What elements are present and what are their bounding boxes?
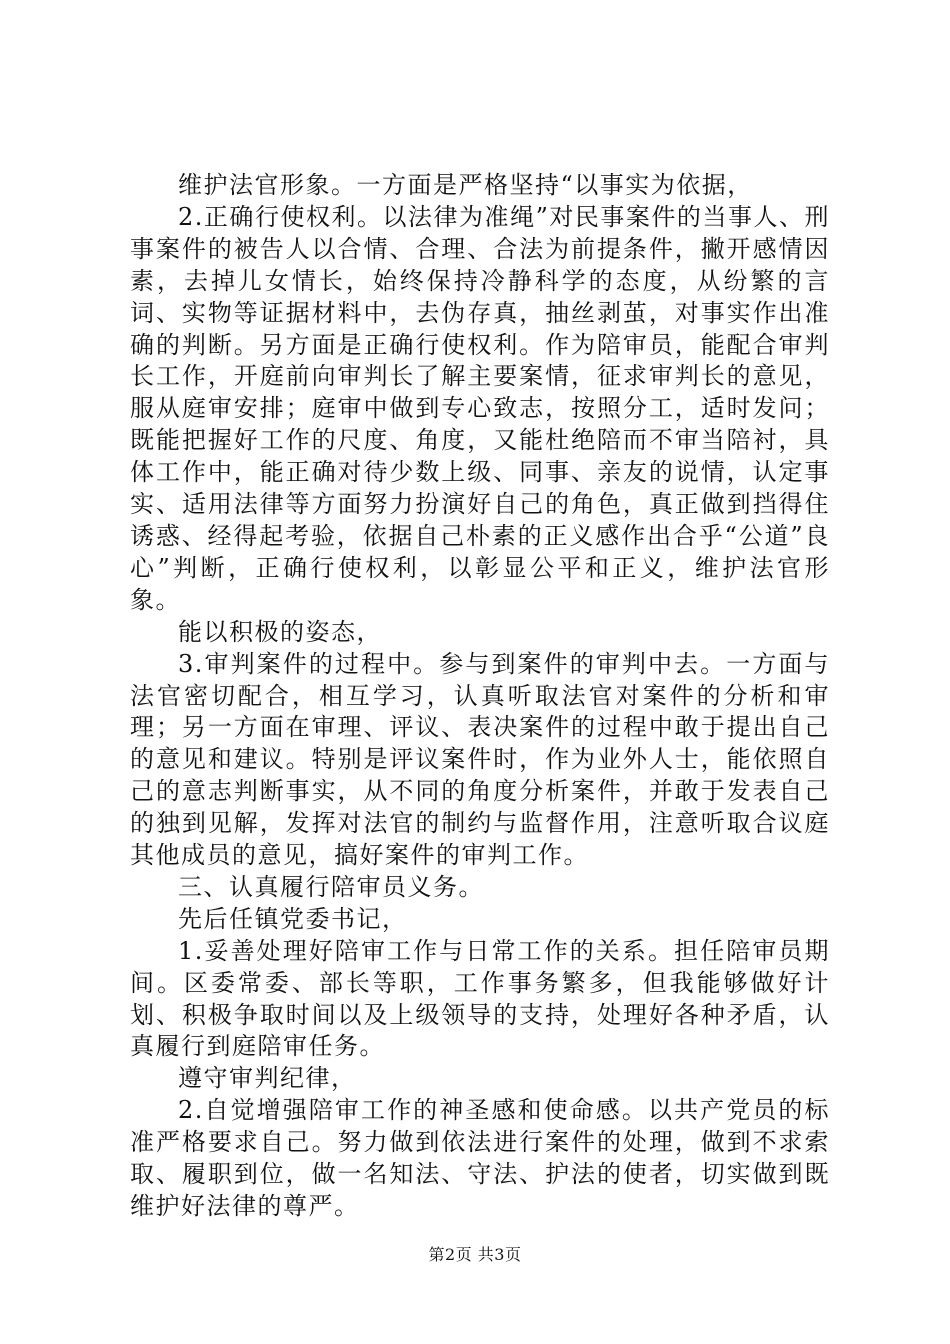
paragraph-1: 维护法官形象。一方面是严格坚持“以事实为依据， [178,171,753,199]
paragraph-7: 1.妥善处理好陪审工作与日常工作的关系。担任陪审员期间。区委常委、部长等职，工作事务繁多，但我能够做好计划、积极争取时间以及上级领导的支持，处理好各种矛盾，认真履行到庭陪审任务。 [130,936,830,1061]
paragraph-3: 能以积极的姿态， [178,617,382,646]
page-number: 第2页 共3页 [428,1245,522,1264]
paragraph-8: 遵守审判纪律， [178,1064,357,1093]
page-footer [0,1242,950,1265]
paragraph-2: 2.正确行使权利。以法律为准绳”对民事案件的当事人、刑事案件的被告人以合情、合理、合法为前提条件，撇开感情因素，去掉儿女情长，始终保持冷静科学的态度，从纷繁的言词、实物等证据材料中，去伪存真，抽丝剥茧，对事实作出准确的判断。另方面是正确行使权利。作为陪审员，能配合审判长工作，开庭前向审判长了解主要案情，征求审判长的意见，服从庭审安排；庭审中做到专心致志，按照分工，适时发问；既能把握好工作的尺度、角度，又能杜绝陪而不审当陪衬，具体工作中，能正确对待少数上级、同事、亲友的说情，认定事实、适用法律等方面努力扮演好自己的角色，真正做到挡得住诱惑、经得起考验，依据自己朴素的正义感作出合乎“公道”良心”判断，正确行使权利，以彰显公平和正义，维护法官形象。 [130,202,830,614]
paragraph-4: 3.审判案件的过程中。参与到案件的审判中去。一方面与法官密切配合，相互学习，认真听取法官对案件的分析和审理；另一方面在审理、评议、表决案件的过程中敢于提出自己的意见和建议。特别是评议案件时，作为业外人士，能依照自己的意志判断事实，从不同的角度分析案件，并敢于发表自己的独到见解，发挥对法官的制约与监督作用，注意听取合议庭其他成员的意见，搞好案件的审判工作。 [130,649,830,870]
paragraph-6: 先后任镇党委书记， [178,904,408,933]
paragraph-9: 2.自觉增强陪审工作的神圣感和使命感。以共产党员的标准严格要求自己。努力做到依法进行案件的处理，做到不求索取、履职到位，做一名知法、守法、护法的使者，切实做到既维护好法律的尊严。 [130,1096,830,1220]
document-body [130,170,830,1223]
paragraph-5: 三、认真履行陪审员义务。 [178,872,484,901]
